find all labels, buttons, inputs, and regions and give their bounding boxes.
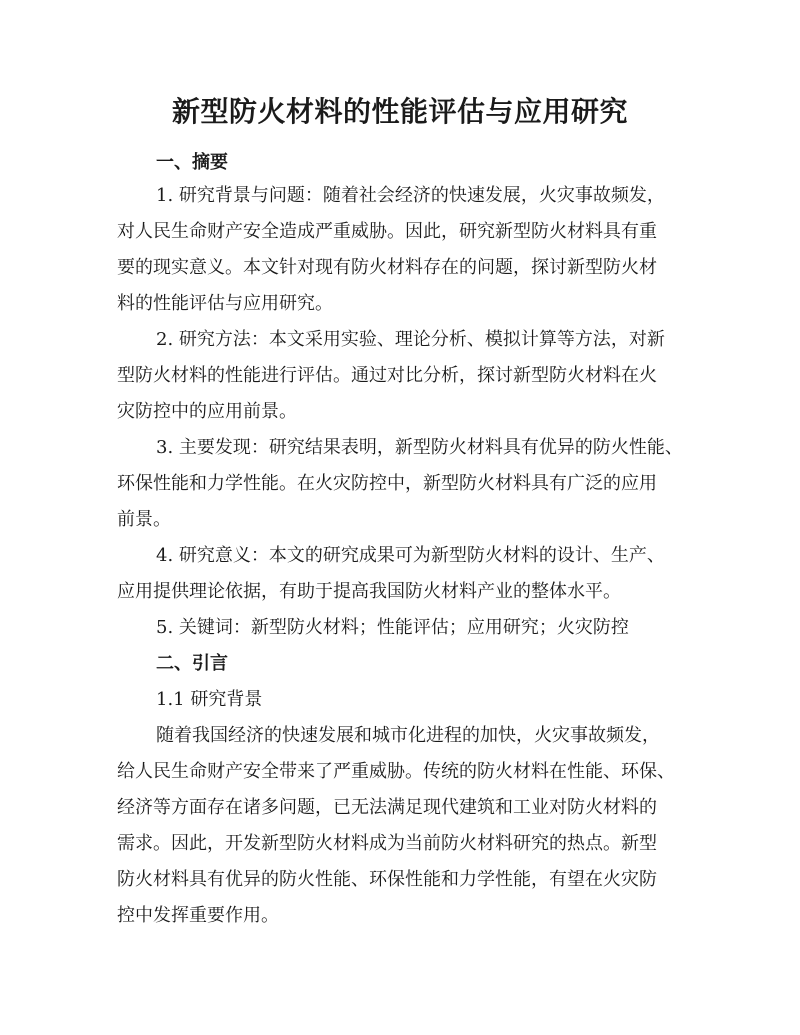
paragraph-line: 对人民生命财产安全造成严重威胁。因此，研究新型防火材料具有重 (117, 221, 657, 242)
paragraph-line: 应用提供理论依据，有助于提高我国防火材料产业的整体水平。 (117, 581, 621, 602)
paragraph-line: 料的性能评估与应用研究。 (117, 293, 333, 314)
paragraph-line: 3. 主要发现：研究结果表明，新型防火材料具有优异的防火性能、 (156, 437, 683, 458)
section-heading-introduction: 二、引言 (156, 653, 228, 674)
paragraph-line: 型防火材料的性能进行评估。通过对比分析，探讨新型防火材料在火 (117, 365, 657, 386)
paragraph-line: 要的现实意义。本文针对现有防火材料存在的问题，探讨新型防火材 (117, 257, 657, 278)
paragraph-line: 环保性能和力学性能。在火灾防控中，新型防火材料具有广泛的应用 (117, 473, 657, 494)
paragraph-line: 给人民生命财产安全带来了严重威胁。传统的防火材料在性能、环保、 (117, 761, 675, 782)
paragraph-line: 防火材料具有优异的防火性能、环保性能和力学性能，有望在火灾防 (117, 869, 657, 890)
paragraph-line: 灾防控中的应用前景。 (117, 401, 297, 422)
paragraph-line: 5. 关键词：新型防火材料；性能评估；应用研究；火灾防控 (156, 617, 629, 638)
paragraph-line: 需求。因此，开发新型防火材料成为当前防火材料研究的热点。新型 (117, 833, 657, 854)
paragraph-line: 4. 研究意义：本文的研究成果可为新型防火材料的设计、生产、 (156, 545, 665, 566)
paragraph-line: 控中发挥重要作用。 (117, 905, 279, 926)
section-heading-abstract: 一、摘要 (156, 152, 228, 173)
paragraph-line: 随着我国经济的快速发展和城市化进程的加快，火灾事故频发， (156, 725, 660, 746)
paragraph-line: 2. 研究方法：本文采用实验、理论分析、模拟计算等方法，对新 (156, 329, 665, 350)
subsection-heading-background: 1.1 研究背景 (156, 689, 263, 710)
document-title: 新型防火材料的性能评估与应用研究 (171, 95, 628, 128)
paragraph-line: 经济等方面存在诸多问题，已无法满足现代建筑和工业对防火材料的 (117, 797, 657, 818)
paragraph-line: 前景。 (117, 509, 171, 530)
paragraph-line: 1. 研究背景与问题：随着社会经济的快速发展，火灾事故频发， (156, 185, 665, 206)
